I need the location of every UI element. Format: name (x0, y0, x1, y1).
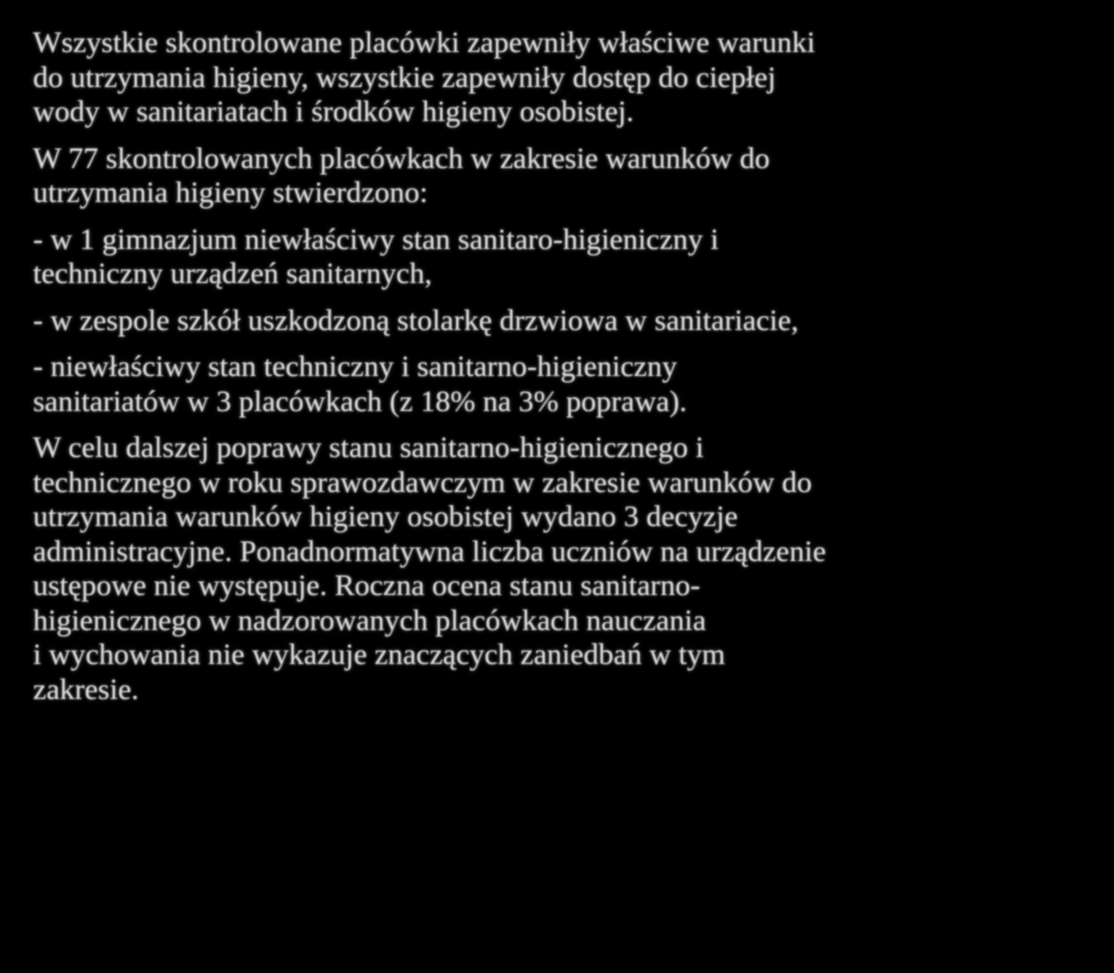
text-line: utrzymania warunków higieny osobistej wydano 3 decyzje (33, 500, 738, 533)
paragraph-finding-sanitary-state (33, 350, 1093, 419)
text-line: do utrzymania higieny, wszystkie zapewniły dostęp do ciepłej (33, 60, 776, 94)
text-line: - niewłaściwy stan techniczny i sanitarno-higieniczny (33, 350, 677, 383)
text-line: wody w sanitariatach i środków higieny osobistej. (33, 95, 634, 128)
text-line: zakresie. (33, 672, 139, 706)
text-line: - w 1 gimnazjum niewłaściwy stan sanitaro-higieniczny i (33, 222, 719, 256)
paragraph-decisions-summary (33, 431, 1093, 707)
text-line: sanitariatów w 3 placówkach (z 18% na 3% poprawa). (33, 384, 687, 418)
text-line: W celu dalszej poprawy stanu sanitarno-higienicznego i (33, 431, 704, 464)
text-line: Wszystkie skontrolowane placówki zapewniły właściwe warunki (33, 26, 816, 59)
text-line: - w zespole szkół uszkodzoną stolarkę drzwiowa w sanitariacie, (33, 303, 799, 337)
paragraph-hygiene-conditions (33, 26, 1093, 130)
text-line: utrzymania higieny stwierdzono: (33, 176, 428, 209)
text-line: administracyjne. Ponadnormatywna liczba uczniów na urządzenie (33, 534, 827, 568)
text-line: W 77 skontrolowanych placówkach w zakresie warunków do (33, 141, 770, 175)
text-line: ustępowe nie występuje. Roczna ocena stanu sanitarno- (33, 569, 701, 602)
paragraph-findings-intro (33, 142, 1093, 211)
paragraph-finding-school-complex (33, 304, 1093, 339)
text-line: higienicznego w nadzorowanych placówkach nauczania (33, 603, 707, 637)
text-line: i wychowania nie wykazuje znaczących zaniedbań w tym (33, 638, 726, 671)
text-block (33, 26, 1093, 719)
paragraph-finding-gymnasium (33, 223, 1093, 292)
text-line: techniczny urządzeń sanitarnych, (33, 257, 432, 290)
text-line: technicznego w roku sprawozdawczym w zakresie warunków do (33, 465, 812, 499)
